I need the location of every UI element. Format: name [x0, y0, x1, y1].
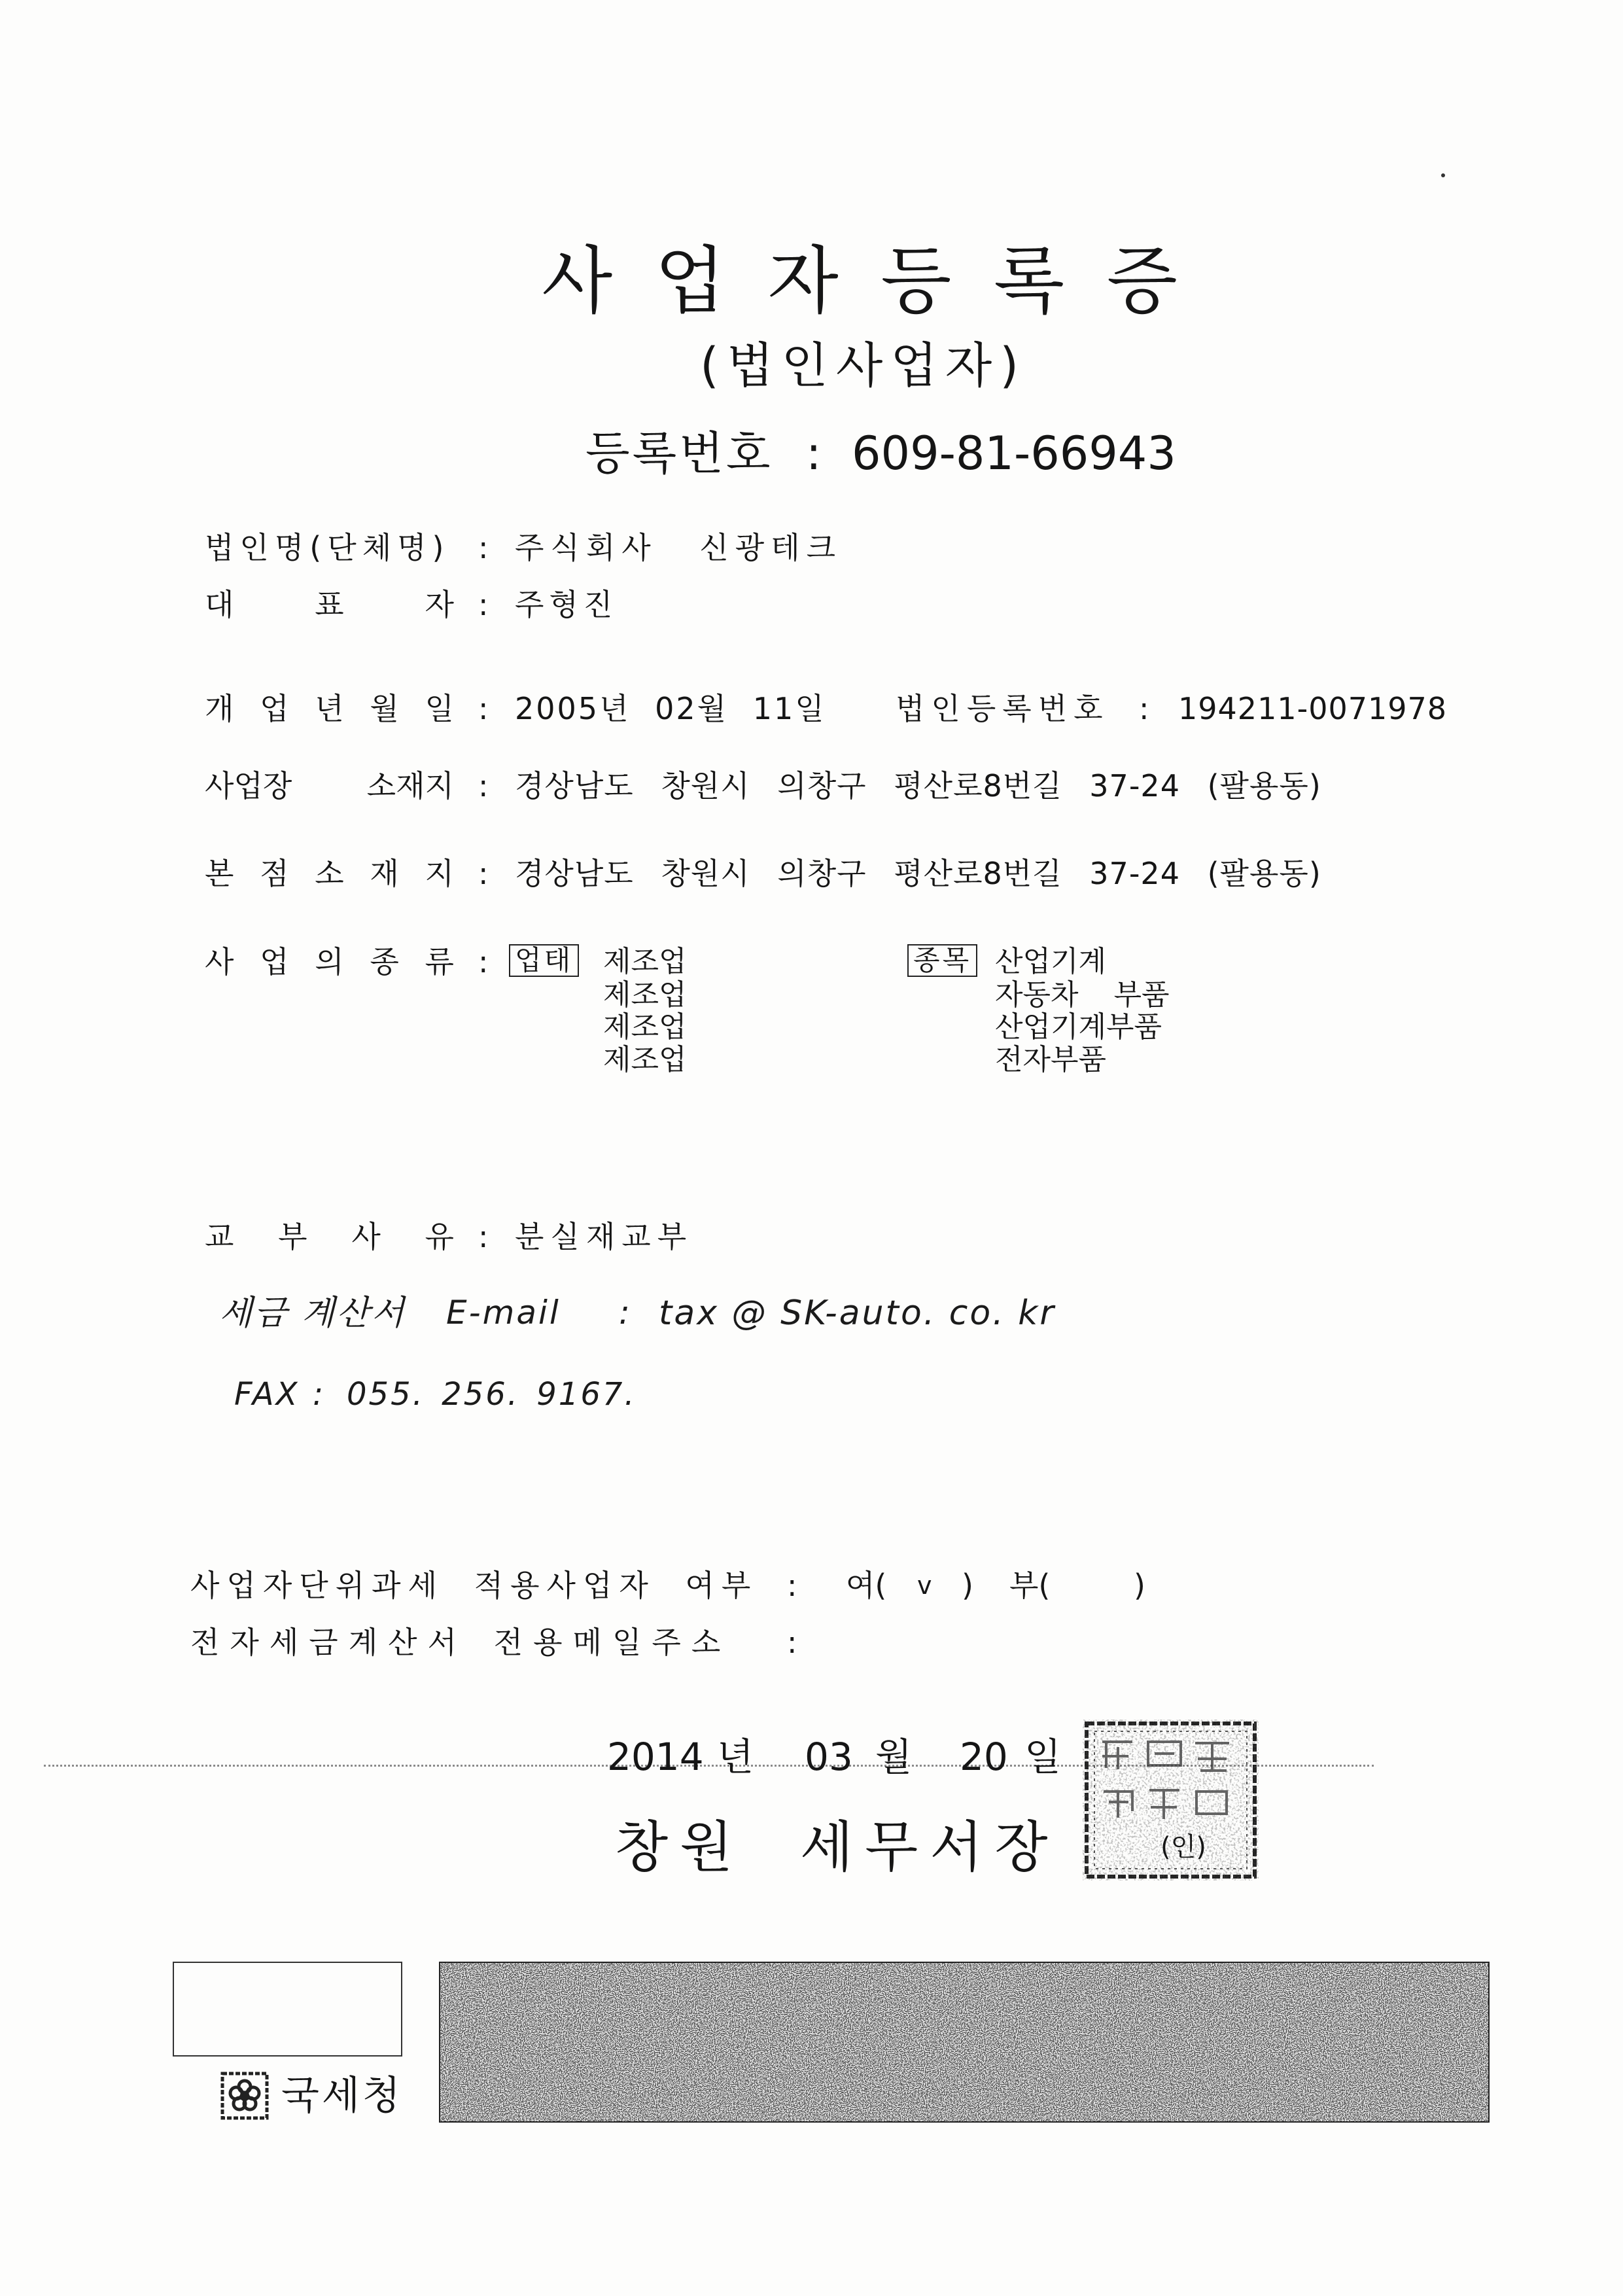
field-colon: : [478, 768, 489, 804]
opening-date-label: 개 업 년 월 일 [205, 691, 454, 726]
document-subtitle: (법인사업자) [700, 338, 1027, 394]
business-category-item: 제조업 [603, 945, 687, 978]
business-item: 전자부품 [995, 1043, 1107, 1076]
business-item: 산업기계 [995, 945, 1107, 978]
handwritten-email-separator: : [619, 1294, 632, 1332]
issue-reason-value: 분실재교부 [515, 1219, 693, 1254]
field-colon: : [787, 1625, 797, 1660]
field-colon: : [478, 530, 489, 565]
unit-taxation-yes-mark: v [917, 1571, 932, 1600]
handwritten-fax-separator: : [313, 1376, 326, 1413]
registration-number-value: 609-81-66943 [852, 427, 1176, 480]
business-category-item: 제조업 [603, 1043, 687, 1076]
business-address-label: 사업장 소재지 [205, 768, 454, 804]
corporate-name-value: 주식회사 신광테크 [515, 530, 843, 565]
field-colon: : [478, 1219, 489, 1254]
issue-day-unit: 일 [1024, 1735, 1062, 1779]
field-colon: : [1139, 691, 1149, 726]
issue-reason-label: 교 부 사 유 [205, 1219, 454, 1254]
corporate-name-label: 법인명(단체명) [205, 530, 450, 565]
opening-date-value: 2005년 02월 11일 [515, 691, 826, 726]
issuer-office: 창원 세무서장 [615, 1815, 1060, 1879]
document-title: 사 업 자 등 록 증 [542, 239, 1178, 324]
issue-month: 03 [805, 1735, 853, 1779]
nts-logo-icon [220, 2071, 270, 2121]
corporate-registration-number-label: 법인등록번호 [896, 691, 1109, 726]
issue-year-unit: 년 [717, 1735, 754, 1779]
business-category-tag: 업태 [509, 944, 579, 977]
issue-year: 2014 [607, 1735, 704, 1779]
handwritten-fax-number: 055. 256. 9167. [347, 1376, 637, 1413]
unit-taxation-no-close: ) [1134, 1568, 1145, 1603]
handwritten-email-address: tax @ SK-auto. co. kr [659, 1294, 1056, 1333]
security-pattern [439, 1962, 1490, 2123]
issue-month-unit: 월 [875, 1735, 913, 1779]
field-colon: : [478, 587, 489, 622]
business-item: 산업기계부품 [995, 1010, 1162, 1044]
corporate-registration-number-value: 194211-0071978 [1178, 691, 1448, 726]
registration-number-colon: : [806, 427, 822, 480]
scan-speck [1441, 173, 1445, 177]
representative-label: 대 표 자 [205, 587, 454, 622]
field-colon: : [478, 856, 489, 891]
business-category-item: 제조업 [603, 978, 687, 1012]
handwritten-email-label: E-mail [446, 1294, 561, 1332]
unit-taxation-label: 사업자단위과세 적용사업자 여부 [190, 1568, 758, 1603]
unit-taxation-yes-open: 여( [846, 1568, 887, 1603]
business-category-item: 제조업 [603, 1010, 687, 1044]
handwritten-invoice-label: 세금 계산서 [219, 1294, 406, 1333]
agency-name: 국세청 [281, 2073, 403, 2119]
business-item-tag: 종목 [907, 944, 977, 977]
issuer-seal-mark: (인) [1161, 1832, 1206, 1862]
field-colon: : [478, 944, 489, 980]
business-item: 자동차 부품 [995, 978, 1170, 1012]
registration-number-label: 등록번호 [585, 427, 773, 480]
e-invoice-email-label: 전자세금계산서 전용메일주소 [190, 1625, 731, 1660]
unit-taxation-yes-close: ) [962, 1568, 973, 1603]
field-colon: : [478, 691, 489, 726]
head-office-address-value: 경상남도 창원시 의창구 평산로8번길 37-24 (팔용동) [515, 856, 1321, 891]
handwritten-fax-label: FAX [234, 1376, 300, 1413]
unit-taxation-no-open: 부( [1009, 1568, 1051, 1603]
field-colon: : [787, 1568, 797, 1603]
business-address-value: 경상남도 창원시 의창구 평산로8번길 37-24 (팔용동) [515, 768, 1321, 804]
blank-box [173, 1962, 402, 2057]
business-type-label: 사 업 의 종 류 [205, 944, 454, 980]
head-office-address-label: 본 점 소 재 지 [205, 856, 454, 891]
issue-day: 20 [960, 1735, 1008, 1779]
representative-value: 주형진 [515, 587, 618, 622]
